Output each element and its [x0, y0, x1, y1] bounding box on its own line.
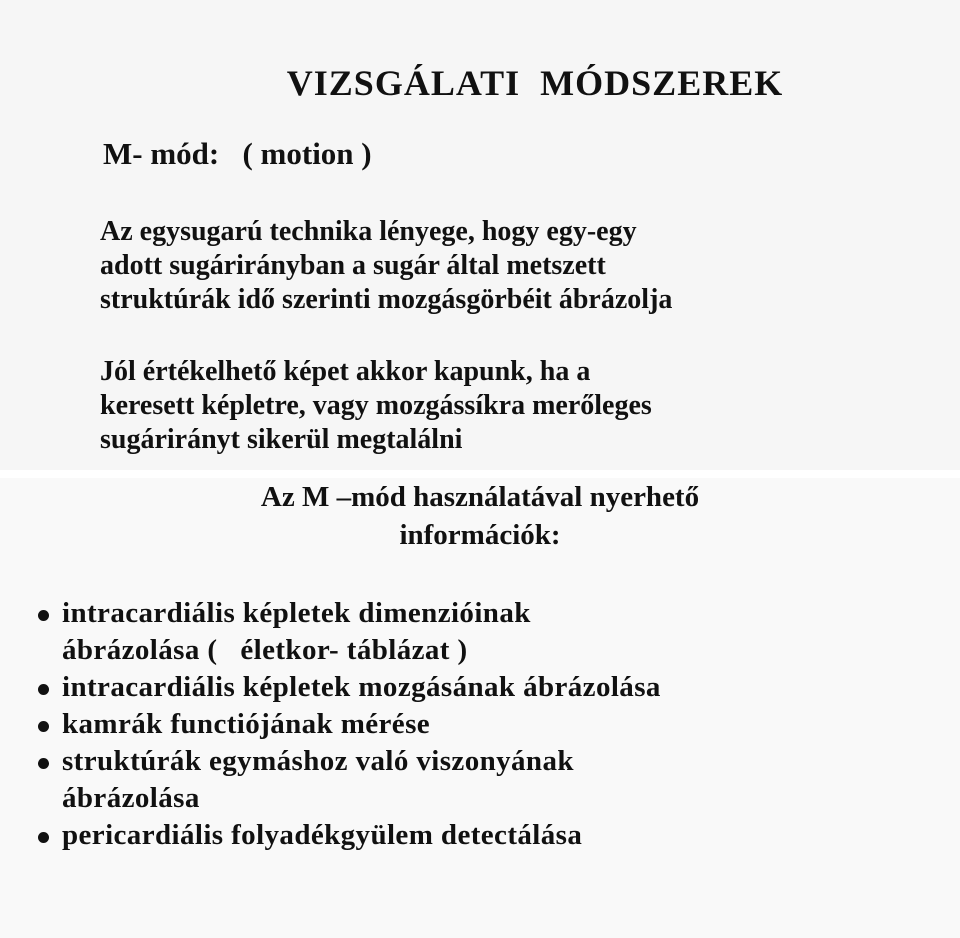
section-subtitle: M- mód: ( motion )	[103, 136, 372, 171]
heading-line: információk:	[399, 519, 561, 551]
list-item	[36, 706, 661, 743]
bullet-icon	[38, 832, 49, 843]
information-heading	[0, 478, 960, 554]
list-item-text: struktúrák egymáshoz való viszonyának	[62, 745, 574, 777]
list-item-text: intracardiális képletek dimenzióinak	[62, 597, 531, 629]
paragraph-evaluation	[100, 355, 652, 457]
page-title: VIZSGÁLATI MÓDSZEREK	[286, 63, 784, 103]
list-item-text: kamrák functiójának mérése	[62, 708, 431, 740]
bullet-icon	[38, 610, 49, 621]
bullet-icon	[38, 684, 49, 695]
list-item-text: intracardiális képletek mozgásának ábrázolása	[62, 671, 661, 703]
information-list	[36, 595, 661, 854]
paragraph-line: Az egysugarú technika lényege, hogy egy-egy	[100, 216, 637, 247]
panel-divider	[0, 470, 960, 478]
bullet-icon	[38, 758, 49, 769]
list-item	[36, 817, 661, 854]
paragraph-line: keresett képletre, vagy mozgássíkra merőleges	[100, 390, 652, 421]
list-item-text-continued: ábrázolása ( életkor- táblázat )	[62, 634, 468, 666]
list-item	[36, 669, 661, 706]
heading-line: Az M –mód használatával nyerhető	[260, 481, 700, 513]
bullet-icon	[38, 721, 49, 732]
paragraph-technique	[100, 215, 672, 317]
list-item	[36, 595, 661, 669]
paragraph-line: Jól értékelhető képet akkor kapunk, ha a	[100, 356, 591, 387]
list-item-text-continued: ábrázolása	[62, 782, 200, 814]
list-item	[36, 743, 661, 817]
paragraph-line: struktúrák idő szerinti mozgásgörbéit ábrázolja	[100, 284, 673, 315]
paragraph-line: sugárirányt sikerül megtalálni	[100, 424, 463, 455]
paragraph-line: adott sugárirányban a sugár által metszett	[100, 250, 606, 281]
list-item-text: pericardiális folyadékgyülem detectálása	[62, 819, 583, 851]
